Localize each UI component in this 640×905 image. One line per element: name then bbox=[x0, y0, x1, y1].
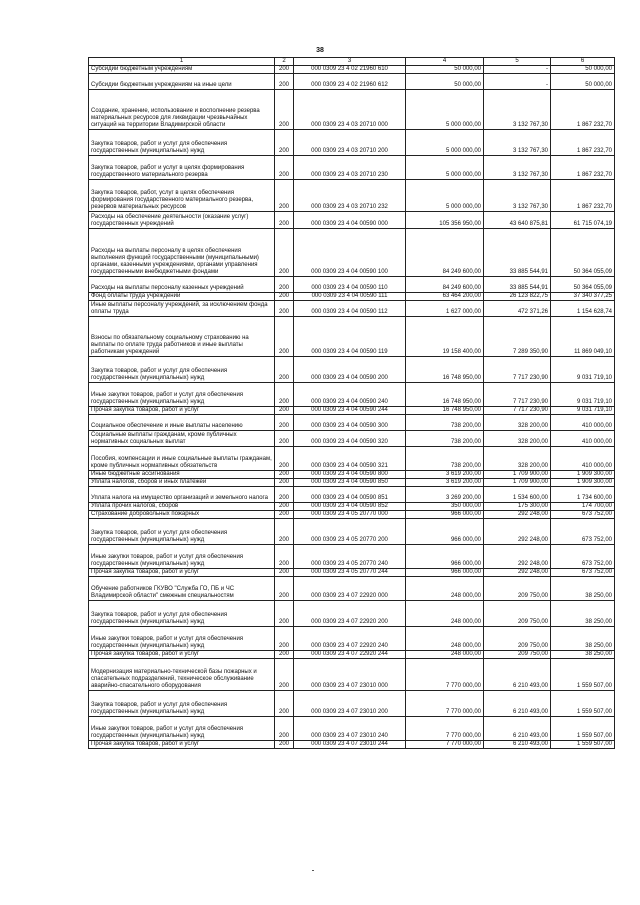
budget-classification-code-cell: 000 0309 23 4 07 23010 200 bbox=[294, 691, 406, 717]
executed-amount-cell: 6 210 493,00 bbox=[484, 659, 551, 691]
executed-amount-cell: 7 717 230,90 bbox=[484, 383, 551, 407]
expense-name-cell: Обучение работников ГКУВО "Служба ГО, ПБ и ЧС Владимирской области" смежным специальностям bbox=[89, 577, 275, 601]
line-code-cell: 200 bbox=[275, 431, 294, 447]
expense-name-cell: Уплата налогов, сборов и иных платежей bbox=[89, 479, 275, 487]
line-code-cell: 200 bbox=[275, 180, 294, 212]
unexecuted-amount-cell: 1 559 507,00 bbox=[551, 717, 615, 741]
approved-assignments-cell: 738 200,00 bbox=[406, 431, 484, 447]
table-row bbox=[89, 317, 615, 357]
executed-amount-cell: 6 210 493,00 bbox=[484, 717, 551, 741]
expense-name-cell: Иные закупки товаров, работ и услуг для обеспечения государственных (муниципальных) нужд bbox=[89, 627, 275, 651]
approved-assignments-cell: 63 464 200,00 bbox=[406, 293, 484, 301]
table-row bbox=[89, 479, 615, 487]
approved-assignments-cell: 966 000,00 bbox=[406, 511, 484, 519]
budget-classification-code-cell: 000 0309 23 4 04 00590 321 bbox=[294, 447, 406, 471]
executed-amount-cell: - bbox=[484, 66, 551, 74]
page-number: 38 bbox=[316, 47, 324, 54]
table-row bbox=[89, 301, 615, 317]
executed-amount-cell: 7 289 350,90 bbox=[484, 317, 551, 357]
line-code-cell: 200 bbox=[275, 651, 294, 659]
expense-name-cell: Субсидии бюджетным учреждениям на иные цели bbox=[89, 74, 275, 90]
executed-amount-cell: 7 717 230,90 bbox=[484, 407, 551, 415]
line-code-cell: 200 bbox=[275, 383, 294, 407]
budget-classification-code-cell: 000 0309 23 4 04 00590 850 bbox=[294, 479, 406, 487]
table-row bbox=[89, 717, 615, 741]
approved-assignments-cell: 7 770 000,00 bbox=[406, 717, 484, 741]
column-header: 4 bbox=[406, 58, 484, 66]
table-row bbox=[89, 180, 615, 212]
approved-assignments-cell: 5 000 000,00 bbox=[406, 90, 484, 130]
expense-name-cell: Модернизация материально-технической базы пожарных и спасательных подразделений, техническое обслуживание аварийно-спасательного оборудования bbox=[89, 659, 275, 691]
unexecuted-amount-cell: 1 559 507,00 bbox=[551, 659, 615, 691]
table-row bbox=[89, 383, 615, 407]
expense-name-cell: Иные закупки товаров, работ и услуг для обеспечения государственных (муниципальных) нужд bbox=[89, 545, 275, 569]
table-row bbox=[89, 651, 615, 659]
expense-name-cell: Страхование добровольных пожарных bbox=[89, 511, 275, 519]
executed-amount-cell: 43 640 875,81 bbox=[484, 212, 551, 229]
approved-assignments-cell: 3 269 200,00 bbox=[406, 487, 484, 503]
expense-name-cell: Закупка товаров, работ и услуг для обеспечения государственных (муниципальных) нужд bbox=[89, 601, 275, 627]
executed-amount-cell: 3 132 767,30 bbox=[484, 90, 551, 130]
line-code-cell: 200 bbox=[275, 511, 294, 519]
line-code-cell: 200 bbox=[275, 471, 294, 479]
scan-speck bbox=[312, 870, 314, 871]
budget-classification-code-cell: 000 0309 23 4 07 22920 240 bbox=[294, 627, 406, 651]
unexecuted-amount-cell: 9 031 719,10 bbox=[551, 407, 615, 415]
executed-amount-cell: 33 885 544,91 bbox=[484, 277, 551, 293]
unexecuted-amount-cell: 50 000,00 bbox=[551, 74, 615, 90]
table-row bbox=[89, 741, 615, 749]
line-code-cell: 200 bbox=[275, 447, 294, 471]
executed-amount-cell: 292 248,00 bbox=[484, 519, 551, 545]
approved-assignments-cell: 966 000,00 bbox=[406, 545, 484, 569]
expense-name-cell: Социальное обеспечение и иные выплаты населению bbox=[89, 415, 275, 431]
budget-classification-code-cell: 000 0309 23 4 05 20770 240 bbox=[294, 545, 406, 569]
column-number-row bbox=[89, 58, 615, 66]
budget-classification-code-cell: 000 0309 23 4 04 00590 800 bbox=[294, 471, 406, 479]
table-row bbox=[89, 487, 615, 503]
budget-classification-code-cell: 000 0309 23 4 07 23010 000 bbox=[294, 659, 406, 691]
budget-classification-code-cell: 000 0309 23 4 04 00590 000 bbox=[294, 212, 406, 229]
unexecuted-amount-cell: 38 250,00 bbox=[551, 651, 615, 659]
table-row bbox=[89, 407, 615, 415]
table-row bbox=[89, 471, 615, 479]
expense-name-cell: Субсидии бюджетным учреждениям bbox=[89, 66, 275, 74]
table-row bbox=[89, 156, 615, 180]
expense-name-cell: Пособия, компенсации и иные социальные выплаты гражданам, кроме публичных нормативных обязательств bbox=[89, 447, 275, 471]
approved-assignments-cell: 738 200,00 bbox=[406, 447, 484, 471]
line-code-cell: 200 bbox=[275, 66, 294, 74]
expense-name-cell: Расходы на обеспечение деятельности (оказание услуг) государственных учреждений bbox=[89, 212, 275, 229]
budget-classification-code-cell: 000 0309 23 4 05 20770 000 bbox=[294, 511, 406, 519]
column-header: 6 bbox=[551, 58, 615, 66]
table-row bbox=[89, 627, 615, 651]
executed-amount-cell: 292 248,00 bbox=[484, 569, 551, 577]
budget-execution-table bbox=[88, 57, 615, 749]
unexecuted-amount-cell: 1 154 628,74 bbox=[551, 301, 615, 317]
approved-assignments-cell: 105 356 950,00 bbox=[406, 212, 484, 229]
unexecuted-amount-cell: 1 909 300,00 bbox=[551, 471, 615, 479]
expense-name-cell: Прочая закупка товаров, работ и услуг bbox=[89, 569, 275, 577]
unexecuted-amount-cell: 61 715 074,19 bbox=[551, 212, 615, 229]
budget-classification-code-cell: 000 0309 23 4 05 20770 244 bbox=[294, 569, 406, 577]
unexecuted-amount-cell: 673 752,00 bbox=[551, 545, 615, 569]
table-row bbox=[89, 577, 615, 601]
budget-classification-code-cell: 000 0309 23 4 04 00590 851 bbox=[294, 487, 406, 503]
line-code-cell: 200 bbox=[275, 741, 294, 749]
approved-assignments-cell: 7 770 000,00 bbox=[406, 659, 484, 691]
executed-amount-cell: 209 750,00 bbox=[484, 577, 551, 601]
budget-classification-code-cell: 000 0309 23 4 04 00590 111 bbox=[294, 293, 406, 301]
expense-name-cell: Социальные выплаты гражданам, кроме публичных нормативных социальных выплат bbox=[89, 431, 275, 447]
approved-assignments-cell: 16 748 950,00 bbox=[406, 357, 484, 383]
approved-assignments-cell: 966 000,00 bbox=[406, 519, 484, 545]
executed-amount-cell: - bbox=[484, 74, 551, 90]
budget-classification-code-cell: 000 0309 23 4 07 23010 244 bbox=[294, 741, 406, 749]
budget-classification-code-cell: 000 0309 23 4 04 00590 852 bbox=[294, 503, 406, 511]
approved-assignments-cell: 738 200,00 bbox=[406, 415, 484, 431]
line-code-cell: 200 bbox=[275, 601, 294, 627]
table-body bbox=[89, 66, 615, 749]
expense-name-cell: Прочая закупка товаров, работ и услуг bbox=[89, 741, 275, 749]
expense-name-cell: Закупка товаров, работ и услуг для обеспечения государственных (муниципальных) нужд bbox=[89, 691, 275, 717]
table-row bbox=[89, 212, 615, 229]
expense-name-cell: Закупка товаров, работ, услуг в целях обеспечения формирования государственного материального резерва, резервов материальных ресурсов bbox=[89, 180, 275, 212]
executed-amount-cell: 209 750,00 bbox=[484, 601, 551, 627]
unexecuted-amount-cell: 410 000,00 bbox=[551, 415, 615, 431]
line-code-cell: 200 bbox=[275, 545, 294, 569]
budget-classification-code-cell: 000 0309 23 4 07 23010 240 bbox=[294, 717, 406, 741]
table-row bbox=[89, 357, 615, 383]
line-code-cell: 200 bbox=[275, 407, 294, 415]
approved-assignments-cell: 5 000 000,00 bbox=[406, 180, 484, 212]
expense-name-cell: Уплата налога на имущество организаций и земельного налога bbox=[89, 487, 275, 503]
executed-amount-cell: 1 709 900,00 bbox=[484, 471, 551, 479]
executed-amount-cell: 3 132 767,30 bbox=[484, 156, 551, 180]
table-row bbox=[89, 130, 615, 156]
line-code-cell: 200 bbox=[275, 212, 294, 229]
unexecuted-amount-cell: 50 000,00 bbox=[551, 66, 615, 74]
line-code-cell: 200 bbox=[275, 357, 294, 383]
unexecuted-amount-cell: 50 364 055,09 bbox=[551, 229, 615, 277]
budget-classification-code-cell: 000 0309 23 4 07 22920 200 bbox=[294, 601, 406, 627]
budget-classification-code-cell: 000 0309 23 4 07 22920 244 bbox=[294, 651, 406, 659]
table-row bbox=[89, 90, 615, 130]
approved-assignments-cell: 966 000,00 bbox=[406, 569, 484, 577]
unexecuted-amount-cell: 673 752,00 bbox=[551, 511, 615, 519]
line-code-cell: 200 bbox=[275, 130, 294, 156]
approved-assignments-cell: 248 000,00 bbox=[406, 651, 484, 659]
line-code-cell: 200 bbox=[275, 293, 294, 301]
line-code-cell: 200 bbox=[275, 479, 294, 487]
executed-amount-cell: 209 750,00 bbox=[484, 627, 551, 651]
expense-name-cell: Фонд оплаты труда учреждений bbox=[89, 293, 275, 301]
line-code-cell: 200 bbox=[275, 717, 294, 741]
budget-classification-code-cell: 000 0309 23 4 04 00590 100 bbox=[294, 229, 406, 277]
executed-amount-cell: 3 132 767,30 bbox=[484, 180, 551, 212]
unexecuted-amount-cell: 1 559 507,00 bbox=[551, 691, 615, 717]
line-code-cell: 200 bbox=[275, 415, 294, 431]
executed-amount-cell: 328 200,00 bbox=[484, 415, 551, 431]
executed-amount-cell: 328 200,00 bbox=[484, 431, 551, 447]
line-code-cell: 200 bbox=[275, 229, 294, 277]
table-row bbox=[89, 431, 615, 447]
line-code-cell: 200 bbox=[275, 90, 294, 130]
line-code-cell: 200 bbox=[275, 74, 294, 90]
table-row bbox=[89, 659, 615, 691]
approved-assignments-cell: 3 619 200,00 bbox=[406, 471, 484, 479]
expense-name-cell: Иные бюджетные ассигнования bbox=[89, 471, 275, 479]
approved-assignments-cell: 248 000,00 bbox=[406, 601, 484, 627]
approved-assignments-cell: 248 000,00 bbox=[406, 627, 484, 651]
approved-assignments-cell: 19 158 400,00 bbox=[406, 317, 484, 357]
expense-name-cell: Иные выплаты персоналу учреждений, за исключением фонда оплаты труда bbox=[89, 301, 275, 317]
expense-name-cell: Уплата прочих налогов, сборов bbox=[89, 503, 275, 511]
budget-classification-code-cell: 000 0309 23 4 04 00590 119 bbox=[294, 317, 406, 357]
approved-assignments-cell: 84 249 600,00 bbox=[406, 229, 484, 277]
budget-classification-code-cell: 000 0309 23 4 04 00590 320 bbox=[294, 431, 406, 447]
unexecuted-amount-cell: 38 250,00 bbox=[551, 577, 615, 601]
column-header: 3 bbox=[294, 58, 406, 66]
approved-assignments-cell: 16 748 950,00 bbox=[406, 383, 484, 407]
unexecuted-amount-cell: 11 869 049,10 bbox=[551, 317, 615, 357]
column-header: 5 bbox=[484, 58, 551, 66]
expense-name-cell: Создание, хранение, использование и восполнение резерва материальных ресурсов для ликвидации чрезвычайных ситуаций на территории Владимирской области bbox=[89, 90, 275, 130]
table-row bbox=[89, 569, 615, 577]
unexecuted-amount-cell: 1 909 300,00 bbox=[551, 479, 615, 487]
approved-assignments-cell: 7 770 000,00 bbox=[406, 691, 484, 717]
unexecuted-amount-cell: 9 031 719,10 bbox=[551, 383, 615, 407]
unexecuted-amount-cell: 1 867 232,70 bbox=[551, 180, 615, 212]
budget-classification-code-cell: 000 0309 23 4 04 00590 300 bbox=[294, 415, 406, 431]
executed-amount-cell: 292 248,00 bbox=[484, 545, 551, 569]
approved-assignments-cell: 50 000,00 bbox=[406, 74, 484, 90]
executed-amount-cell: 1 534 600,00 bbox=[484, 487, 551, 503]
executed-amount-cell: 7 717 230,90 bbox=[484, 357, 551, 383]
table-row bbox=[89, 293, 615, 301]
executed-amount-cell: 472 371,26 bbox=[484, 301, 551, 317]
table-row bbox=[89, 545, 615, 569]
executed-amount-cell: 33 885 544,91 bbox=[484, 229, 551, 277]
unexecuted-amount-cell: 673 752,00 bbox=[551, 519, 615, 545]
executed-amount-cell: 3 132 767,30 bbox=[484, 130, 551, 156]
unexecuted-amount-cell: 1 867 232,70 bbox=[551, 156, 615, 180]
table-row bbox=[89, 415, 615, 431]
unexecuted-amount-cell: 410 000,00 bbox=[551, 431, 615, 447]
approved-assignments-cell: 7 770 000,00 bbox=[406, 741, 484, 749]
budget-classification-code-cell: 000 0309 23 4 04 00590 240 bbox=[294, 383, 406, 407]
budget-classification-code-cell: 000 0309 23 4 07 22920 000 bbox=[294, 577, 406, 601]
table-row bbox=[89, 277, 615, 293]
approved-assignments-cell: 5 000 000,00 bbox=[406, 130, 484, 156]
unexecuted-amount-cell: 1 867 232,70 bbox=[551, 130, 615, 156]
executed-amount-cell: 6 210 493,00 bbox=[484, 691, 551, 717]
unexecuted-amount-cell: 410 000,00 bbox=[551, 447, 615, 471]
line-code-cell: 200 bbox=[275, 503, 294, 511]
table-header bbox=[89, 58, 615, 66]
approved-assignments-cell: 1 627 000,00 bbox=[406, 301, 484, 317]
table-row bbox=[89, 691, 615, 717]
executed-amount-cell: 6 210 493,00 bbox=[484, 741, 551, 749]
approved-assignments-cell: 16 748 950,00 bbox=[406, 407, 484, 415]
executed-amount-cell: 209 750,00 bbox=[484, 651, 551, 659]
line-code-cell: 200 bbox=[275, 577, 294, 601]
budget-classification-code-cell: 000 0309 23 4 04 00590 200 bbox=[294, 357, 406, 383]
budget-classification-code-cell: 000 0309 23 4 02 21960 610 bbox=[294, 66, 406, 74]
table-row bbox=[89, 519, 615, 545]
budget-classification-code-cell: 000 0309 23 4 03 20710 000 bbox=[294, 90, 406, 130]
column-header: 1 bbox=[89, 58, 275, 66]
approved-assignments-cell: 3 619 200,00 bbox=[406, 479, 484, 487]
budget-classification-code-cell: 000 0309 23 4 04 00590 244 bbox=[294, 407, 406, 415]
executed-amount-cell: 328 200,00 bbox=[484, 447, 551, 471]
approved-assignments-cell: 84 249 600,00 bbox=[406, 277, 484, 293]
unexecuted-amount-cell: 673 752,00 bbox=[551, 569, 615, 577]
approved-assignments-cell: 248 000,00 bbox=[406, 577, 484, 601]
table-row bbox=[89, 447, 615, 471]
line-code-cell: 200 bbox=[275, 156, 294, 180]
column-header: 2 bbox=[275, 58, 294, 66]
expense-name-cell: Закупка товаров, работ и услуг в целях формирования государственного материального резерва bbox=[89, 156, 275, 180]
table-row bbox=[89, 74, 615, 90]
budget-classification-code-cell: 000 0309 23 4 04 00590 112 bbox=[294, 301, 406, 317]
expense-name-cell: Расходы на выплаты персоналу казенных учреждений bbox=[89, 277, 275, 293]
table-row bbox=[89, 229, 615, 277]
expense-name-cell: Иные закупки товаров, работ и услуг для обеспечения государственных (муниципальных) нужд bbox=[89, 717, 275, 741]
table-row bbox=[89, 601, 615, 627]
approved-assignments-cell: 350 000,00 bbox=[406, 503, 484, 511]
expense-name-cell: Взносы по обязательному социальному страхованию на выплаты по оплате труда работников и иные выплаты работникам учреждений bbox=[89, 317, 275, 357]
unexecuted-amount-cell: 50 364 055,09 bbox=[551, 277, 615, 293]
executed-amount-cell: 1 709 900,00 bbox=[484, 479, 551, 487]
line-code-cell: 200 bbox=[275, 487, 294, 503]
line-code-cell: 200 bbox=[275, 569, 294, 577]
table-row bbox=[89, 66, 615, 74]
line-code-cell: 200 bbox=[275, 691, 294, 717]
unexecuted-amount-cell: 38 250,00 bbox=[551, 627, 615, 651]
budget-classification-code-cell: 000 0309 23 4 03 20710 232 bbox=[294, 180, 406, 212]
line-code-cell: 200 bbox=[275, 301, 294, 317]
budget-classification-code-cell: 000 0309 23 4 04 00590 110 bbox=[294, 277, 406, 293]
expense-name-cell: Закупка товаров, работ и услуг для обеспечения государственных (муниципальных) нужд bbox=[89, 357, 275, 383]
expense-name-cell: Закупка товаров, работ и услуг для обеспечения государственных (муниципальных) нужд bbox=[89, 130, 275, 156]
unexecuted-amount-cell: 1 734 600,00 bbox=[551, 487, 615, 503]
executed-amount-cell: 175 300,00 bbox=[484, 503, 551, 511]
expense-name-cell: Закупка товаров, работ и услуг для обеспечения государственных (муниципальных) нужд bbox=[89, 519, 275, 545]
executed-amount-cell: 26 123 822,75 bbox=[484, 293, 551, 301]
unexecuted-amount-cell: 38 250,00 bbox=[551, 601, 615, 627]
unexecuted-amount-cell: 1 867 232,70 bbox=[551, 90, 615, 130]
budget-classification-code-cell: 000 0309 23 4 02 21960 612 bbox=[294, 74, 406, 90]
table-row bbox=[89, 511, 615, 519]
budget-classification-code-cell: 000 0309 23 4 03 20710 200 bbox=[294, 130, 406, 156]
budget-classification-code-cell: 000 0309 23 4 03 20710 230 bbox=[294, 156, 406, 180]
approved-assignments-cell: 5 000 000,00 bbox=[406, 156, 484, 180]
unexecuted-amount-cell: 1 559 507,00 bbox=[551, 741, 615, 749]
unexecuted-amount-cell: 37 340 377,25 bbox=[551, 293, 615, 301]
expense-name-cell: Расходы на выплаты персоналу в целях обеспечения выполнения функций государственными (муниципальными) органами, казенными учреждениями, органами управления государственными внебюджетными фондами bbox=[89, 229, 275, 277]
approved-assignments-cell: 50 000,00 bbox=[406, 66, 484, 74]
line-code-cell: 200 bbox=[275, 519, 294, 545]
executed-amount-cell: 292 248,00 bbox=[484, 511, 551, 519]
line-code-cell: 200 bbox=[275, 277, 294, 293]
unexecuted-amount-cell: 9 031 719,10 bbox=[551, 357, 615, 383]
expense-name-cell: Прочая закупка товаров, работ и услуг bbox=[89, 651, 275, 659]
table-row bbox=[89, 503, 615, 511]
expense-name-cell: Иные закупки товаров, работ и услуг для обеспечения государственных (муниципальных) нужд bbox=[89, 383, 275, 407]
expense-name-cell: Прочая закупка товаров, работ и услуг bbox=[89, 407, 275, 415]
line-code-cell: 200 bbox=[275, 659, 294, 691]
line-code-cell: 200 bbox=[275, 317, 294, 357]
line-code-cell: 200 bbox=[275, 627, 294, 651]
unexecuted-amount-cell: 174 700,00 bbox=[551, 503, 615, 511]
budget-classification-code-cell: 000 0309 23 4 05 20770 200 bbox=[294, 519, 406, 545]
